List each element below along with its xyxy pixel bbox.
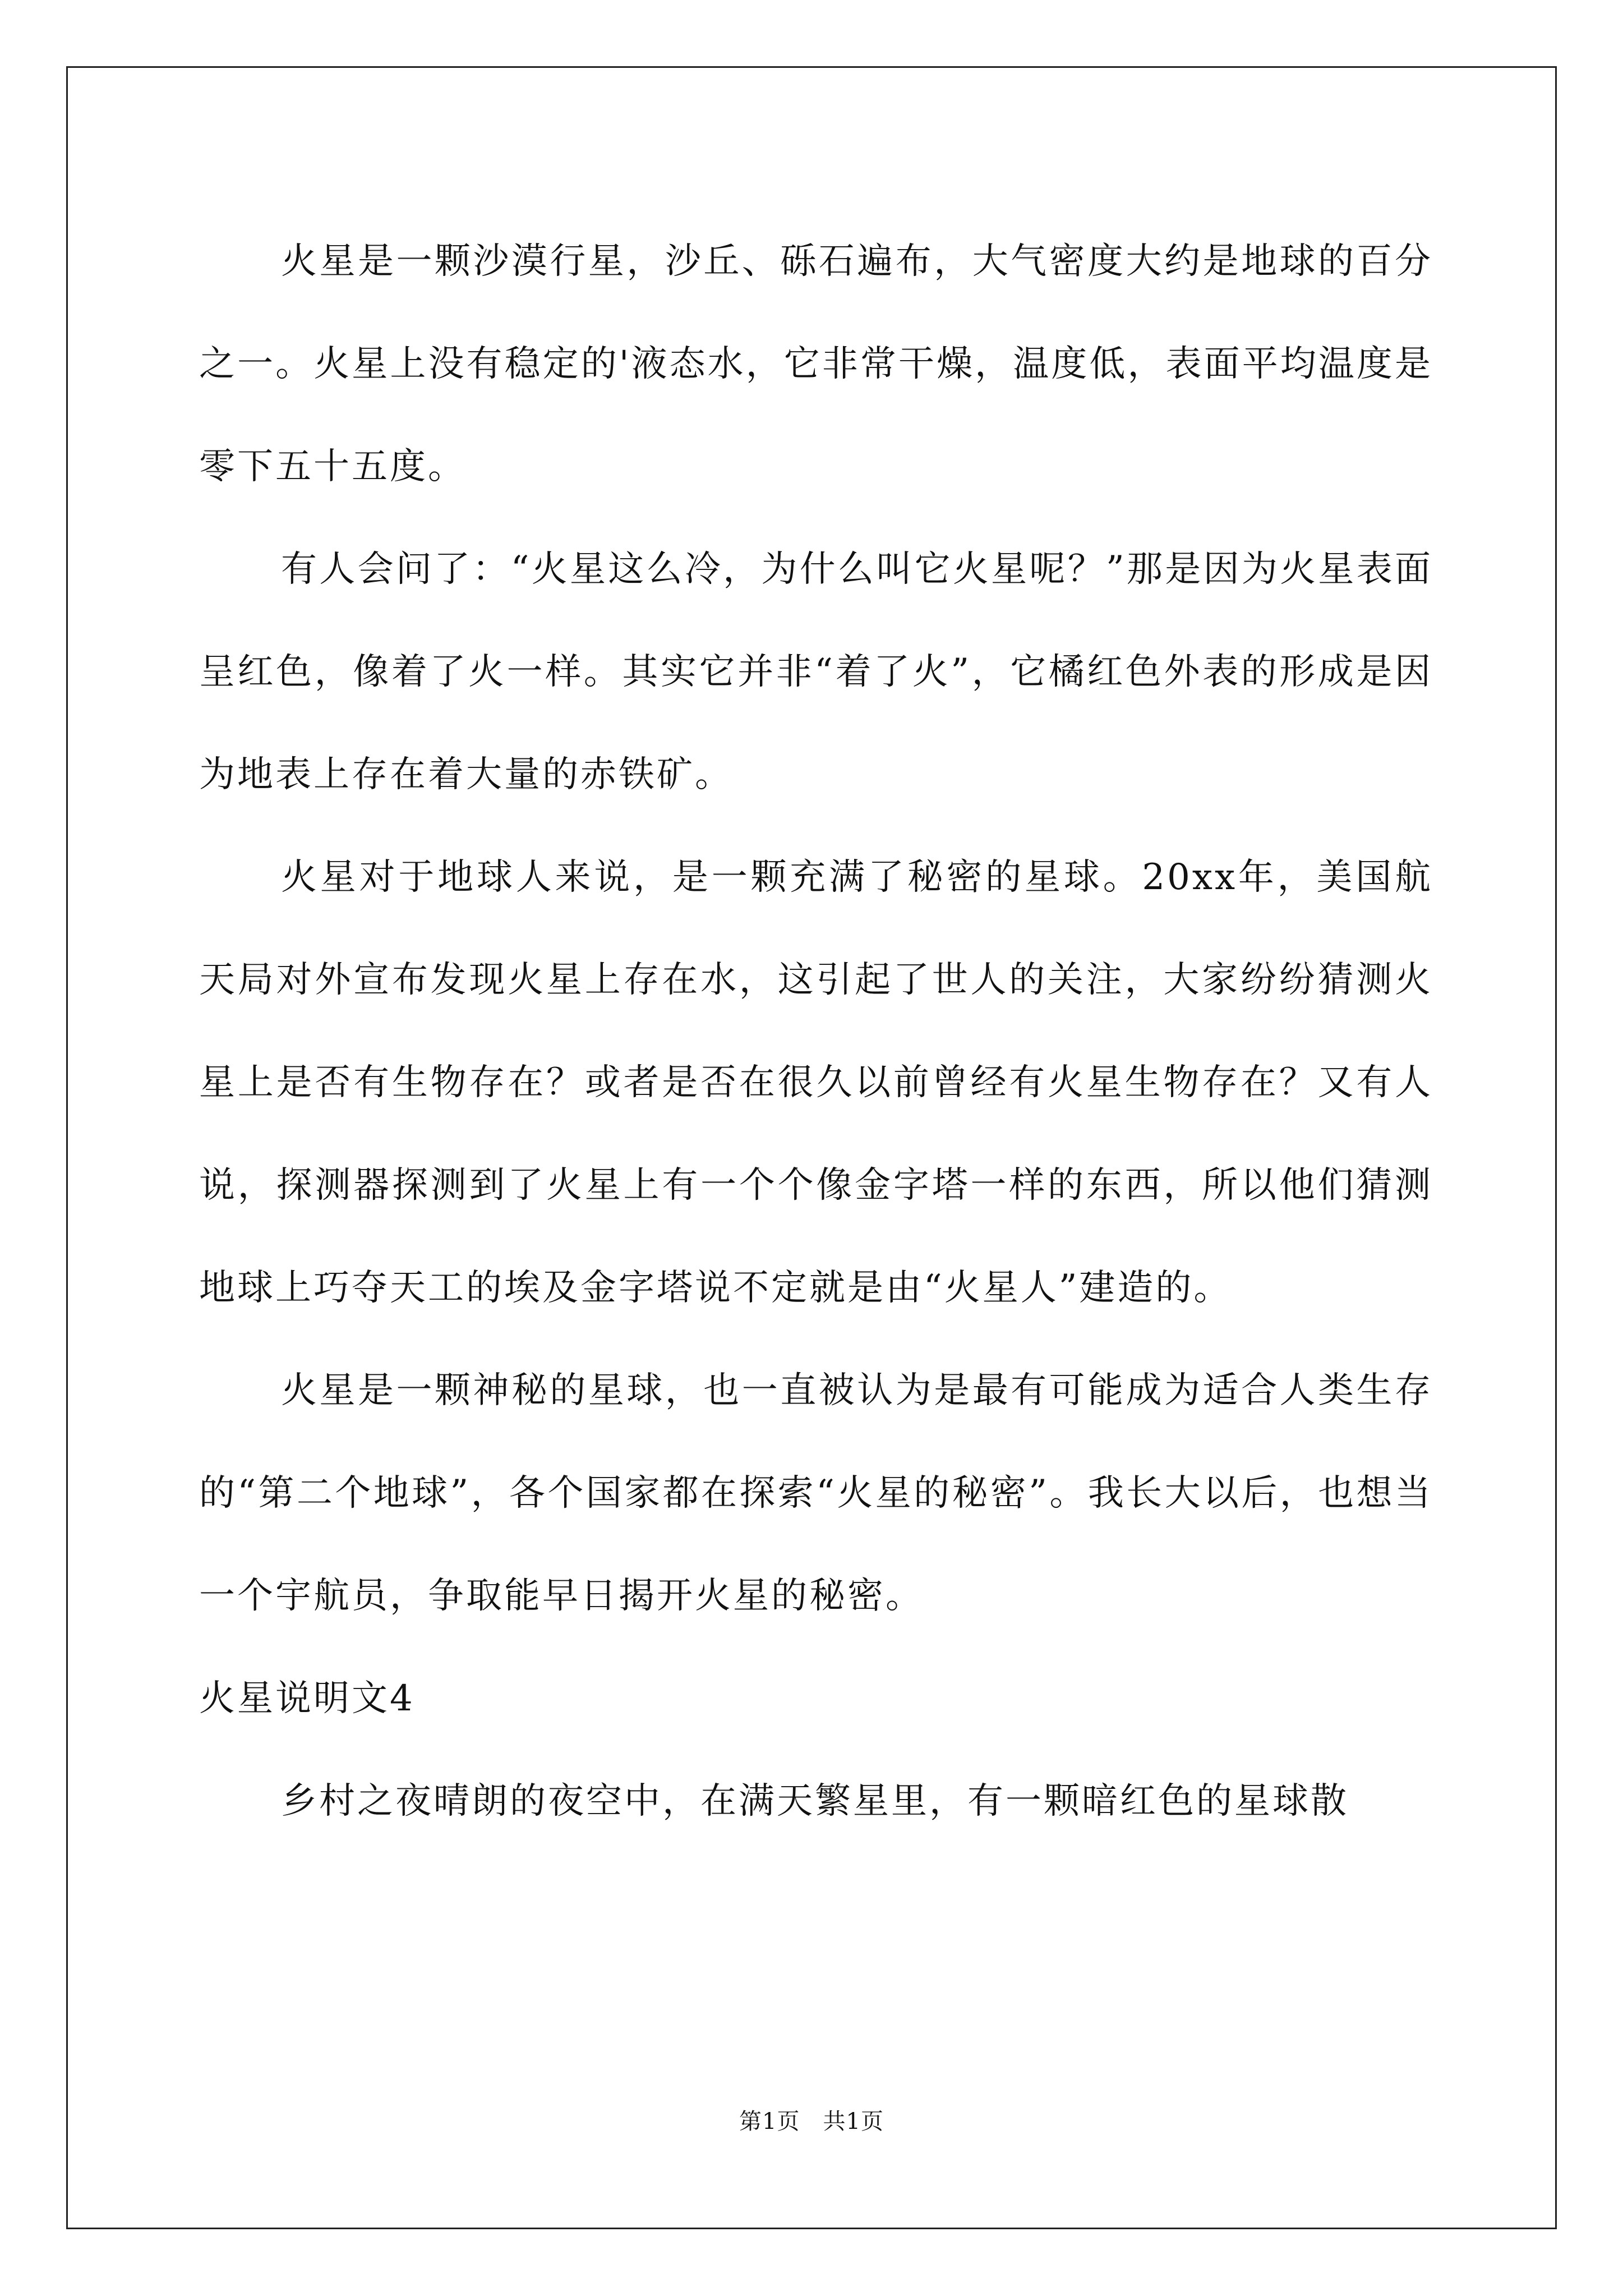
paragraph-5: 乡村之夜晴朗的夜空中，在满天繁星里，有一颗暗红色的星球散: [281, 1780, 1349, 1822]
page-footer: 第1页 共1页: [739, 2109, 884, 2134]
document-body: [199, 210, 1433, 1853]
section-heading: 火星说明文4: [199, 1678, 415, 1719]
paragraph-1: 火星是一颗沙漠行星，沙丘、砾石遍布，大气密度大约是地球的百分之一。火星上没有稳定的'液态水，它非常干燥，温度低，表面平均温度是零下五十五度。: [199, 241, 1433, 487]
paragraph-3: 火星对于地球人来说，是一颗充满了秘密的星球。20xx年，美国航天局对外宣布发现火星上存在水，这引起了世人的关注，大家纷纷猜测火星上是否有生物存在？或者是否在很久以前曾经有火星生物存在？又有人说，探测器探测到了火星上有一个个像金字塔一样的东西，所以他们猜测地球上巧夺天工的埃及金字塔说不定就是由“火星人”建造的。: [199, 857, 1433, 1309]
paragraph-4: 火星是一颗神秘的星球，也一直被认为是最有可能成为适合人类生存的“第二个地球”，各个国家都在探索“火星的秘密”。我长大以后，也想当一个宇航员，争取能早日揭开火星的秘密。: [199, 1370, 1433, 1617]
paragraph-2: 有人会问了：“火星这么冷，为什么叫它火星呢？”那是因为火星表面呈红色，像着了火一样。其实它并非“着了火”，它橘红色外表的形成是因为地表上存在着大量的赤铁矿。: [199, 549, 1433, 795]
